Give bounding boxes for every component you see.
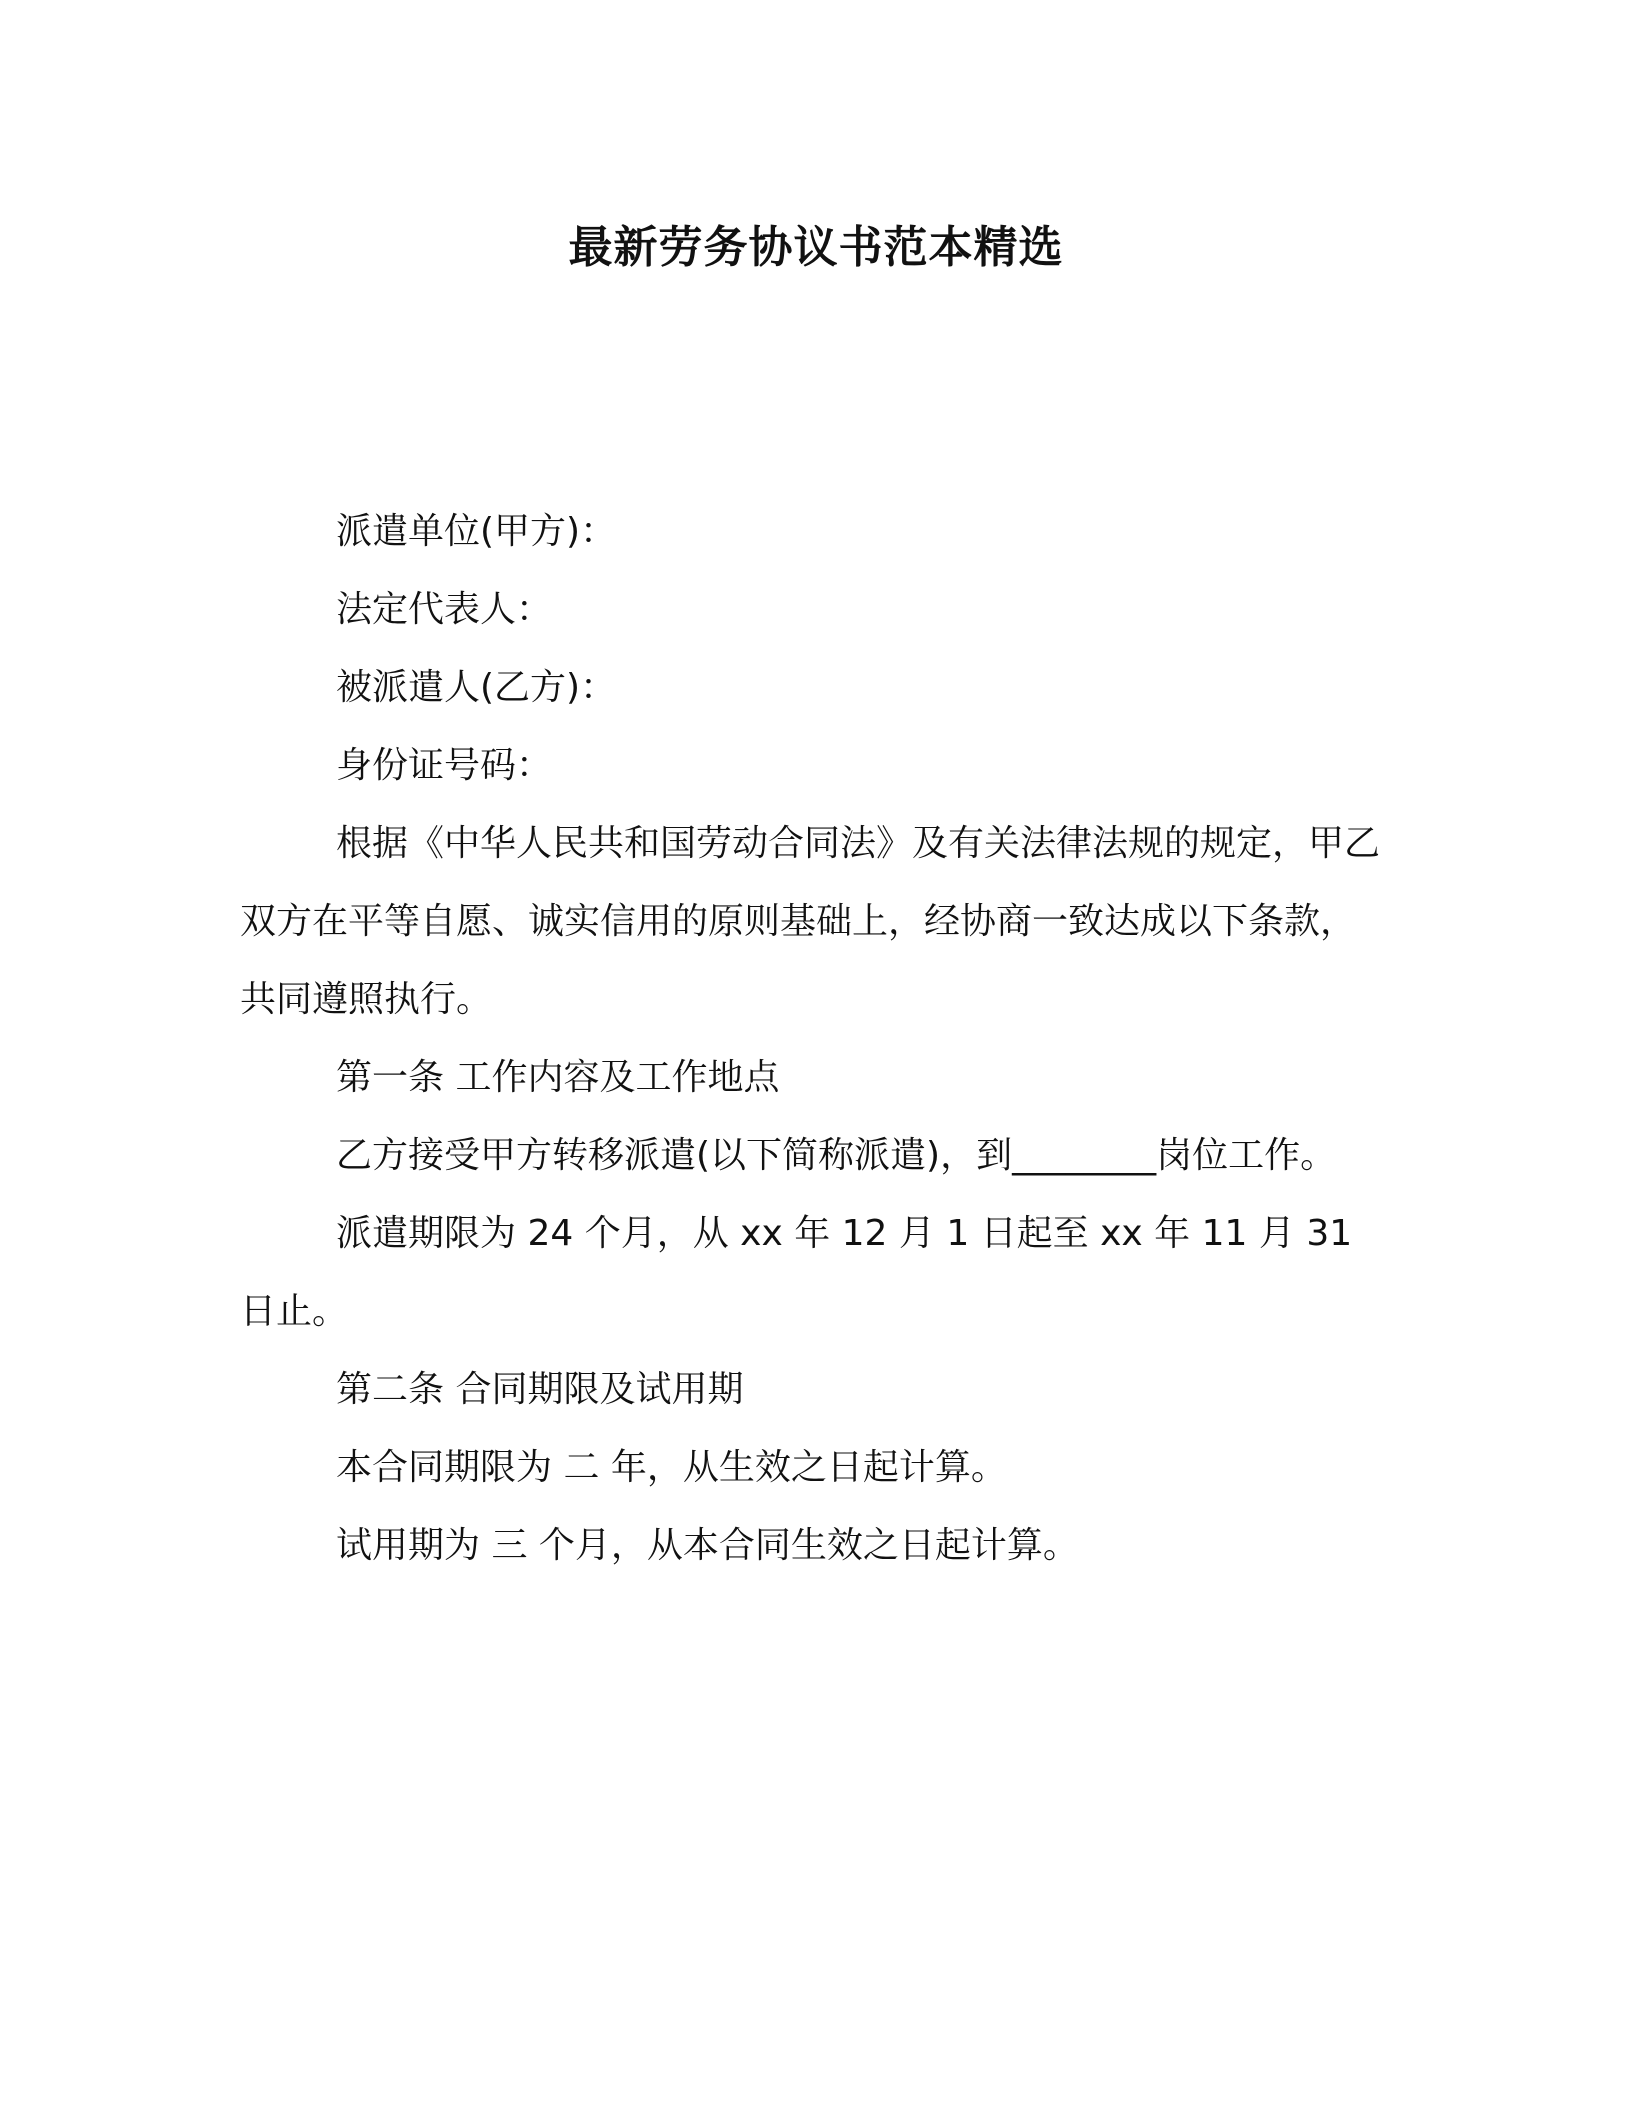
article1-term-line: 派遣期限为 24 个月，从 xx 年 12 月 1 日起至 xx 年 11 月 31 日止。 [240,1213,1353,1332]
document-title: 最新劳务协议书范本精选 [568,222,1064,273]
article1-position-line [240,1117,1380,1195]
intro-paragraph: 根据《中华人民共和国劳动合同法》及有关法律法规的规定，甲乙双方在平等自愿、诚实信用的原则基础上，经协商一致达成以下条款，共同遵照执行。 [240,823,1381,1020]
article1-heading: 第一条 工作内容及工作地点 [336,1057,780,1098]
field-id-number: 身份证号码： [336,745,553,786]
article2-probation-term: 试用期为 三 个月，从本合同生效之日起计算。 [336,1525,1079,1566]
field-legal-representative: 法定代表人： [336,589,553,630]
article2-heading: 第二条 合同期限及试用期 [336,1369,744,1410]
article2-contract-term: 本合同期限为 二 年，从生效之日起计算。 [336,1447,1007,1488]
article1-position-prefix: 乙方接受甲方转移派遣(以下简称派遣)，到 [336,1135,1013,1176]
document-body [240,493,1380,1585]
article1-position-suffix: 岗位工作。 [1156,1135,1337,1176]
article1-position-blank: ________ [1012,1135,1157,1176]
field-dispatched-person: 被派遣人(乙方)： [336,667,617,708]
field-dispatch-unit: 派遣单位(甲方)： [336,511,617,552]
